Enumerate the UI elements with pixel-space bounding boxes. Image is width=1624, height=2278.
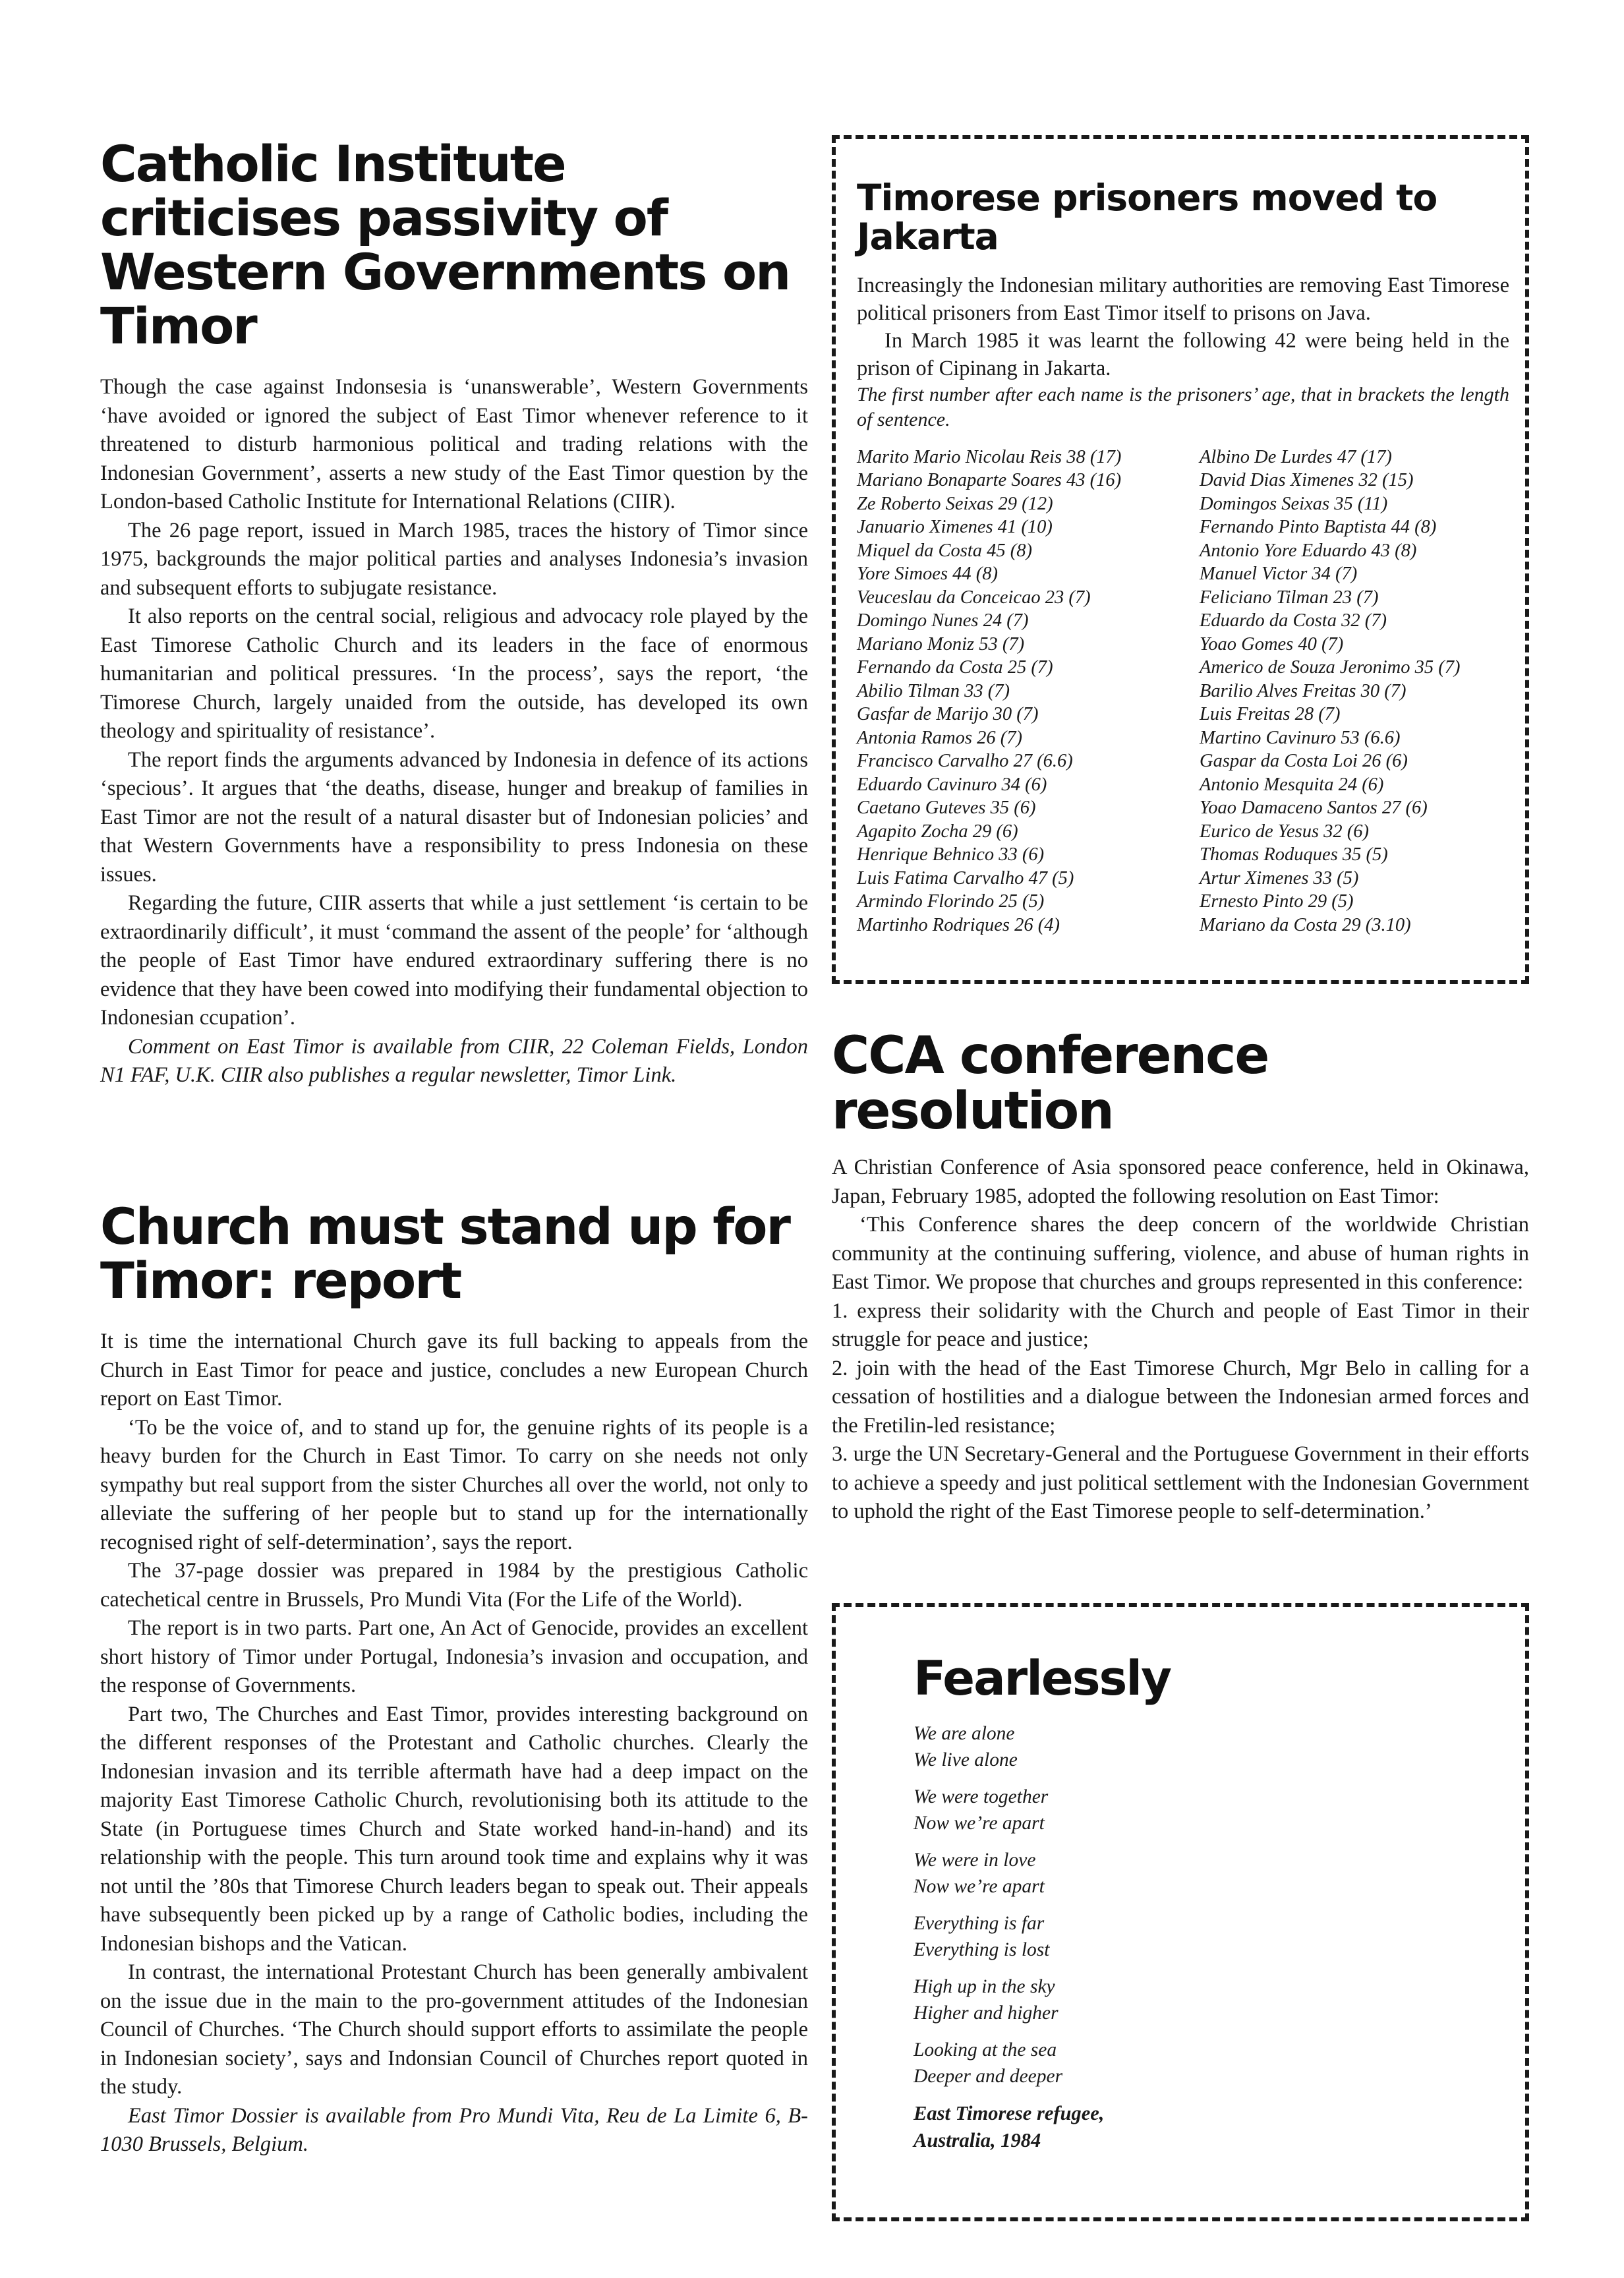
- prisoner-entry: Yore Simoes 44 (8): [857, 564, 999, 585]
- poem-line: High up in the sky: [914, 1975, 1055, 1997]
- poem-stanza: [914, 1973, 1441, 2026]
- poem-line: Deeper and deeper: [914, 2065, 1063, 2087]
- prisoner-entry: David Dias Ximenes 32 (15): [1200, 470, 1414, 491]
- poem-line: Everything is far: [914, 1912, 1045, 1934]
- prisoner-entry: Yoao Damaceno Santos 27 (6): [1200, 798, 1428, 819]
- prisoner-entry: Antonio Mesquita 24 (6): [1200, 774, 1384, 795]
- poem-title: Fearlessly: [914, 1650, 1171, 1706]
- paragraph: Increasingly the Indonesian military authorities are removing East Timorese political prisoners from East Timor itself to prisons on Java.: [857, 273, 1509, 325]
- prisoner-entry: Artur Ximenes 33 (5): [1200, 867, 1359, 889]
- poem-line: Looking at the sea: [914, 2039, 1057, 2060]
- article-headline: Catholic Institute criticises passivity of Western Governments on Timor: [100, 134, 790, 356]
- prisoner-entry: Fernando Pinto Baptista 44 (8): [1200, 517, 1437, 538]
- article-headline: CCA conference resolution: [832, 1026, 1269, 1142]
- prisoner-entry: Eduardo Cavinuro 34 (6): [857, 774, 1047, 795]
- prisoner-entry: Domingos Seixas 35 (11): [1200, 493, 1388, 514]
- prisoner-entry: Mariano Moniz 53 (7): [857, 633, 1025, 655]
- prisoner-list-left: [857, 446, 1200, 937]
- prisoner-entry: Barilio Alves Freitas 30 (7): [1200, 680, 1406, 701]
- prisoner-entry: Mariano Bonaparte Soares 43 (16): [857, 470, 1122, 491]
- poem-stanza: [914, 1847, 1441, 1900]
- box-headline: Timorese prisoners moved to Jakarta: [857, 177, 1437, 258]
- prisoner-entry: Thomas Roduques 35 (5): [1200, 844, 1388, 865]
- prisoner-entry: Veuceslau da Conceicao 23 (7): [857, 587, 1091, 608]
- poem-line: We were together: [914, 1786, 1049, 1807]
- paragraph: In contrast, the international Protestant Church has been generally ambivalent on the issue due in the main to the pro-government attitudes of the Indonesian Council of Churches. ‘The Church should support efforts to assimilate the people in Indonesian society’, says and Indonsian Council of Churches report quoted in the study.: [100, 1960, 808, 2099]
- prisoner-entry: Albino De Lurdes 47 (17): [1200, 446, 1392, 467]
- prisoner-entry: Antonio Yore Eduardo 43 (8): [1200, 540, 1417, 561]
- article-body: [100, 1328, 808, 2159]
- prisoner-entry: Domingo Nunes 24 (7): [857, 610, 1029, 631]
- paragraph: Part two, The Churches and East Timor, provides interesting background on the different responses of the Protestant and Catholic churches. Clearly the Indonesian invasion and its terrible aftermath have had a deep impact on the majority East Timorese Catholic Church, revolutionising both its attitude to the State (in Portuguese times Church and State worked hand-in-hand) and its relationship with the people. This turn around took time and explains why it was not until the ’80s that Timorese Church leaders began to speak out. Their appeals have subsequently been picked up by a range of Catholic bodies, including the Indonesian bishops and the Vatican.: [100, 1702, 808, 1956]
- poem-stanza: [914, 1784, 1441, 1836]
- paragraph: The 26 page report, issued in March 1985, traces the history of Timor since 1975, backgrounds the major political parties and analyses Indonesia’s invasion and subsequent efforts to subjugate resistance.: [100, 518, 808, 600]
- paragraph: Regarding the future, CIIR asserts that while a just settlement ‘is certain to be extraordinarily difficult’, it must ‘command the assent of the people’ for ‘although the people of East Timor have endured extraordinary suffering there is no evidence that they have been cowed into modifying their fundamental objection to Indonesian ccupation’.: [100, 891, 808, 1030]
- paragraph: The 37-page dossier was prepared in 1984 by the prestigious Catholic catechetical centre in Brussels, Pro Mundi Vita (For the Life of the World).: [100, 1559, 808, 1612]
- box-intro: [857, 272, 1509, 432]
- article-ciir-report: [100, 134, 808, 1090]
- prisoner-entry: Abilio Tilman 33 (7): [857, 680, 1010, 701]
- prisoner-lists: [857, 446, 1509, 937]
- prisoner-entry: Martinho Rodriques 26 (4): [857, 914, 1060, 935]
- prisoner-entry: Miquel da Costa 45 (8): [857, 540, 1032, 561]
- resolution-item: 1. express their solidarity with the Church and people of East Timor in their struggle for peace and justice;: [832, 1299, 1529, 1352]
- prisoner-entry: Eurico de Yesus 32 (6): [1200, 821, 1370, 842]
- poem-line: Now we’re apart: [914, 1875, 1045, 1897]
- prisoner-entry: Antonia Ramos 26 (7): [857, 727, 1022, 748]
- prisoner-list-right: [1200, 446, 1509, 937]
- poem-line: Now we’re apart: [914, 1812, 1045, 1834]
- prisoner-entry: Mariano da Costa 29 (3.10): [1200, 914, 1411, 935]
- availability-note: East Timor Dossier is available from Pro Mundi Vita, Reu de La Limite 6, B-1030 Brussels, Belgium.: [100, 2103, 808, 2157]
- paragraph: Though the case against Indonsesia is ‘unanswerable’, Western Governments ‘have avoided or ignored the subject of East Timor whenever reference to it threatened to disturb harmonious political and trading relations with the Indonesian Government’, asserts a new study of the East Timor question by the London-based Catholic Institute for International Relations (CIIR).: [100, 375, 808, 514]
- prisoner-entry: Caetano Guteves 35 (6): [857, 798, 1036, 819]
- article-headline: Church must stand up for Timor: report: [100, 1197, 790, 1310]
- poem-credit: [914, 2100, 1441, 2154]
- article-cca-resolution: [832, 1028, 1529, 1527]
- poem-stanza: [914, 2037, 1441, 2089]
- prisoner-entry: Ze Roberto Seixas 29 (12): [857, 493, 1053, 514]
- prisoner-entry: Gasfar de Marijo 30 (7): [857, 704, 1039, 725]
- poem-line: Everything is lost: [914, 1939, 1050, 1960]
- list-note: The first number after each name is the prisoners’ age, that in brackets the length of sentence.: [857, 383, 1509, 430]
- paragraph: It also reports on the central social, religious and advocacy role played by the East Timorese Catholic Church and its leaders in the face of enormous humanitarian and political pressures. ‘In the process’, says the report, ‘the Timorese Church, largely unaided from the outside, has developed its own theology and spirituality of resistance’.: [100, 604, 808, 744]
- paragraph: The report finds the arguments advanced by Indonesia in defence of its actions ‘specious’. It argues that ‘the deaths, disease, hunger and breakup of families in East Timor are not the result of a natural disaster but of Indonesian policies’ and that Western Governments have a responsibility to press Indonesia on these issues.: [100, 747, 808, 887]
- prisoner-entry: Manuel Victor 34 (7): [1200, 564, 1358, 585]
- poem-stanza: [914, 1720, 1441, 1773]
- prisoner-entry: Feliciano Tilman 23 (7): [1200, 587, 1379, 608]
- prisoner-entry: Eduardo da Costa 32 (7): [1200, 610, 1387, 631]
- prisoner-entry: Armindo Florindo 25 (5): [857, 891, 1045, 912]
- resolution-item: 2. join with the head of the East Timorese Church, Mgr Belo in calling for a cessation of hostilities and a dialogue between the Indonesian armed forces and the Fretilin-led resistance;: [832, 1356, 1529, 1438]
- prisoner-entry: Ernesto Pinto 29 (5): [1200, 891, 1354, 912]
- prisoners-box: [832, 135, 1529, 984]
- paragraph: A Christian Conference of Asia sponsored peace conference, held in Okinawa, Japan, February 1985, adopted the following resolution on East Timor:: [832, 1155, 1529, 1208]
- poem-line: We are alone: [914, 1722, 1015, 1744]
- poem-line: We live alone: [914, 1749, 1018, 1770]
- prisoner-entry: Luis Freitas 28 (7): [1200, 704, 1341, 725]
- article-body: [100, 373, 808, 1090]
- paragraph: It is time the international Church gave its full backing to appeals from the Church in East Timor for peace and justice, concludes a new European Church report on East Timor.: [100, 1329, 808, 1411]
- prisoner-entry: Martino Cavinuro 53 (6.6): [1200, 727, 1401, 748]
- prisoner-entry: Francisco Carvalho 27 (6.6): [857, 751, 1073, 772]
- paragraph: ‘To be the voice of, and to stand up for, the genuine rights of its people is a heavy burden for the Church in East Timor. To carry on she needs not only sympathy but real support from the sister Churches all over the world, not only to alleviate the suffering of her people but to stand up for the internationally recognised right of self-determination’, says the report.: [100, 1415, 808, 1554]
- poem-body: [914, 1720, 1441, 2089]
- poem-line: Higher and higher: [914, 2002, 1058, 2024]
- poem-box: [832, 1603, 1529, 2221]
- paragraph: ‘This Conference shares the deep concern of the worldwide Christian community at the continuing suffering, violence, and abuse of human rights in East Timor. We propose that churches and groups represented in this conference:: [832, 1213, 1529, 1295]
- prisoner-entry: Henrique Behnico 33 (6): [857, 844, 1045, 865]
- resolution-item: 3. urge the UN Secretary-General and the Portuguese Government in their efforts to achieve a speedy and just political settlement with the Indonesian Government to uphold the right of the East Timorese people to self-determination.’: [832, 1442, 1529, 1524]
- paragraph: In March 1985 it was learnt the following 42 were being held in the prison of Cipinang in Jakarta.: [857, 328, 1509, 380]
- prisoner-entry: Yoao Gomes 40 (7): [1200, 633, 1344, 655]
- credit-line: Australia, 1984: [914, 2128, 1041, 2151]
- prisoner-entry: Americo de Souza Jeronimo 35 (7): [1200, 657, 1461, 678]
- credit-line: East Timorese refugee,: [914, 2101, 1105, 2124]
- prisoner-entry: Gaspar da Costa Loi 26 (6): [1200, 751, 1408, 772]
- article-body: [832, 1154, 1529, 1527]
- availability-note: Comment on East Timor is available from CIIR, 22 Coleman Fields, London N1 FAF, U.K. CIIR also publishes a regular newsletter, Timor Link.: [100, 1034, 808, 1088]
- prisoner-entry: Fernando da Costa 25 (7): [857, 657, 1053, 678]
- prisoner-entry: Januario Ximenes 41 (10): [857, 517, 1053, 538]
- prisoner-entry: Agapito Zocha 29 (6): [857, 821, 1018, 842]
- prisoner-entry: Marito Mario Nicolau Reis 38 (17): [857, 446, 1122, 467]
- paragraph: The report is in two parts. Part one, An Act of Genocide, provides an excellent short history of Timor under Portugal, Indonesia’s invasion and occupation, and the response of Governments.: [100, 1616, 808, 1698]
- article-church-report: [100, 1197, 808, 2159]
- poem-line: We were in love: [914, 1849, 1036, 1871]
- poem-stanza: [914, 1910, 1441, 1963]
- prisoner-entry: Luis Fatima Carvalho 47 (5): [857, 867, 1074, 889]
